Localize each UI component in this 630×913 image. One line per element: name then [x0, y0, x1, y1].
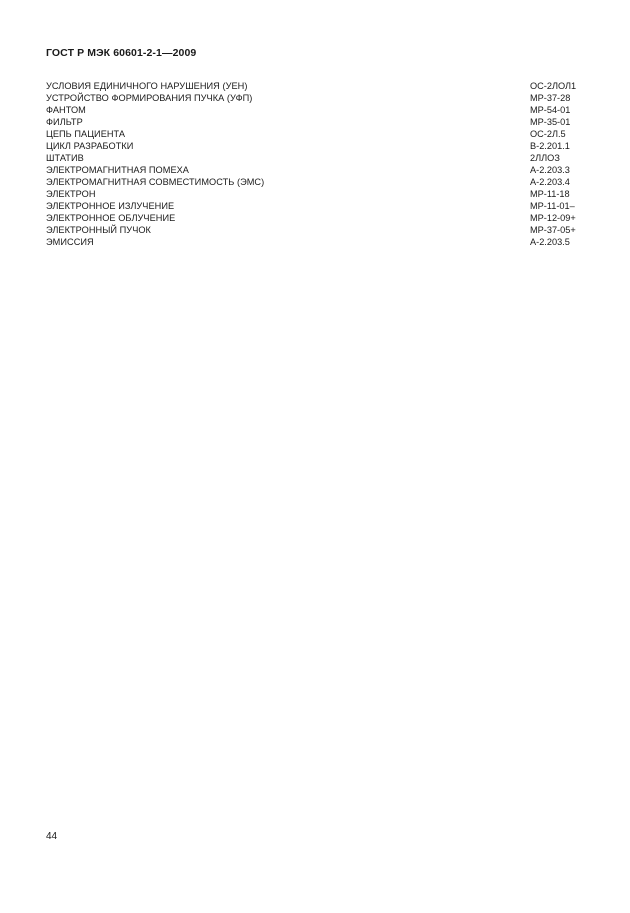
index-reference: МР-11-18 [530, 189, 570, 199]
index-reference: А-2.203.4 [530, 177, 570, 187]
index-list [46, 80, 586, 248]
index-row [46, 116, 586, 128]
index-reference: ОС-2Л.5 [530, 129, 566, 139]
index-reference: МР-11-01– [530, 201, 575, 211]
index-row [46, 224, 586, 236]
index-row [46, 80, 586, 92]
index-term: ЭЛЕКТРОМАГНИТНАЯ ПОМЕХА [46, 165, 189, 175]
document-header: ГОСТ Р МЭК 60601-2-1—2009 [46, 47, 197, 59]
index-term: ЭЛЕКТРОМАГНИТНАЯ СОВМЕСТИМОСТЬ (ЭМС) [46, 177, 265, 187]
index-term: ШТАТИВ [46, 153, 84, 163]
index-reference: 2ЛЛОЗ [530, 153, 560, 163]
index-reference: А-2.203.5 [530, 237, 570, 247]
index-reference: МР-35-01 [530, 117, 571, 127]
index-term: УСТРОЙСТВО ФОРМИРОВАНИЯ ПУЧКА (УФП) [46, 93, 253, 103]
index-row [46, 140, 586, 152]
index-row [46, 104, 586, 116]
index-term: ЭЛЕКТРОН [46, 189, 96, 199]
page-number: 44 [46, 831, 58, 842]
index-reference: МР-12-09+ [530, 213, 576, 223]
index-term: ЦЕПЬ ПАЦИЕНТА [46, 129, 126, 139]
index-reference: МР-37-05+ [530, 225, 576, 235]
index-row [46, 92, 586, 104]
index-term: ЭЛЕКТРОННЫЙ ПУЧОК [46, 225, 151, 235]
index-term: УСЛОВИЯ ЕДИНИЧНОГО НАРУШЕНИЯ (УЕН) [46, 81, 248, 91]
index-row [46, 200, 586, 212]
index-reference: ОС-2ЛОЛ1 [530, 81, 577, 91]
index-row [46, 176, 586, 188]
index-term: ФИЛЬТР [46, 117, 83, 127]
index-row [46, 164, 586, 176]
index-term: ЭЛЕКТРОННОЕ ОБЛУЧЕНИЕ [46, 213, 176, 223]
index-term: ЭЛЕКТРОННОЕ ИЗЛУЧЕНИЕ [46, 201, 175, 211]
index-reference: В-2.201.1 [530, 141, 570, 151]
index-reference: МР-54-01 [530, 105, 571, 115]
index-row [46, 128, 586, 140]
index-row [46, 152, 586, 164]
index-term: ЦИКЛ РАЗРАБОТКИ [46, 141, 134, 151]
index-reference: МР-37-28 [530, 93, 571, 103]
index-term: ФАНТОМ [46, 105, 86, 115]
index-row [46, 188, 586, 200]
index-reference: А-2.203.3 [530, 165, 570, 175]
index-row [46, 236, 586, 248]
index-row [46, 212, 586, 224]
index-term: ЭМИССИЯ [46, 237, 94, 247]
